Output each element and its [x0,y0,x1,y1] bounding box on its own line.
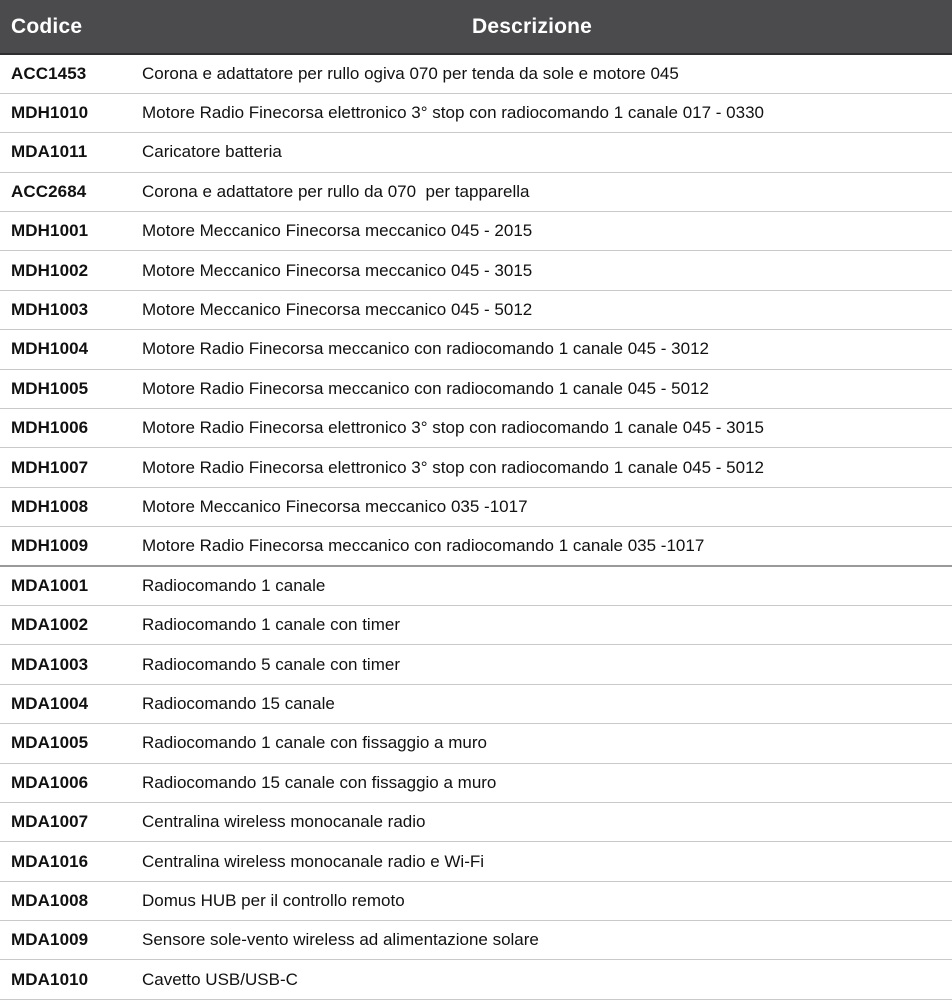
cell-code: MDA1008 [0,881,142,920]
cell-code: ACC1453 [0,54,142,93]
cell-description: Motore Radio Finecorsa elettronico 3° stop con radiocomando 1 canale 017 - 0330 [142,93,952,132]
column-header-codice[interactable]: Codice [0,0,142,54]
table-head [0,0,952,54]
table-row[interactable] [0,527,952,566]
table-row[interactable] [0,487,952,526]
cell-code: ACC2684 [0,172,142,211]
cell-code: MDA1003 [0,645,142,684]
cell-code: MDA1001 [0,566,142,605]
table-header-row [0,0,952,54]
table-row[interactable] [0,330,952,369]
cell-description: Cavetto USB/USB-C [142,960,952,999]
cell-code: MDH1006 [0,409,142,448]
table-row[interactable] [0,566,952,605]
cell-description: Centralina wireless monocanale radio e Wi-Fi [142,842,952,881]
cell-code: MDH1004 [0,330,142,369]
cell-description: Radiocomando 5 canale con timer [142,645,952,684]
cell-code: MDA1006 [0,763,142,802]
cell-description: Motore Radio Finecorsa meccanico con radiocomando 1 canale 035 -1017 [142,527,952,566]
table-row[interactable] [0,645,952,684]
cell-code: MDA1009 [0,921,142,960]
cell-description: Centralina wireless monocanale radio [142,802,952,841]
table-row[interactable] [0,802,952,841]
table-body [0,54,952,999]
cell-description: Sensore sole-vento wireless ad alimentazione solare [142,921,952,960]
cell-code: MDH1005 [0,369,142,408]
cell-code: MDH1009 [0,527,142,566]
cell-code: MDH1003 [0,290,142,329]
cell-code: MDA1002 [0,605,142,644]
cell-description: Motore Radio Finecorsa meccanico con radiocomando 1 canale 045 - 5012 [142,369,952,408]
table-row[interactable] [0,921,952,960]
table-row[interactable] [0,684,952,723]
cell-description: Caricatore batteria [142,133,952,172]
cell-code: MDA1005 [0,724,142,763]
cell-description: Radiocomando 1 canale con fissaggio a muro [142,724,952,763]
cell-code: MDA1010 [0,960,142,999]
cell-description: Motore Radio Finecorsa meccanico con radiocomando 1 canale 045 - 3012 [142,330,952,369]
cell-code: MDA1016 [0,842,142,881]
cell-description: Corona e adattatore per rullo ogiva 070 per tenda da sole e motore 045 [142,54,952,93]
cell-description: Domus HUB per il controllo remoto [142,881,952,920]
cell-code: MDH1008 [0,487,142,526]
cell-code: MDA1007 [0,802,142,841]
table-row[interactable] [0,133,952,172]
cell-description: Motore Radio Finecorsa elettronico 3° stop con radiocomando 1 canale 045 - 3015 [142,409,952,448]
table-row[interactable] [0,448,952,487]
table-row[interactable] [0,960,952,999]
cell-description: Motore Radio Finecorsa elettronico 3° stop con radiocomando 1 canale 045 - 5012 [142,448,952,487]
cell-description: Motore Meccanico Finecorsa meccanico 045 - 3015 [142,251,952,290]
cell-code: MDH1002 [0,251,142,290]
cell-description: Motore Meccanico Finecorsa meccanico 045 - 2015 [142,212,952,251]
cell-code: MDH1007 [0,448,142,487]
table-row[interactable] [0,212,952,251]
cell-description: Corona e adattatore per rullo da 070 per tapparella [142,172,952,211]
table-row[interactable] [0,369,952,408]
cell-code: MDH1001 [0,212,142,251]
column-header-descrizione[interactable]: Descrizione [142,0,952,54]
table-row[interactable] [0,881,952,920]
cell-code: MDA1011 [0,133,142,172]
table-row[interactable] [0,54,952,93]
table-row[interactable] [0,290,952,329]
table-row[interactable] [0,93,952,132]
table-row[interactable] [0,409,952,448]
cell-description: Motore Meccanico Finecorsa meccanico 035 -1017 [142,487,952,526]
cell-description: Radiocomando 15 canale con fissaggio a muro [142,763,952,802]
cell-description: Radiocomando 15 canale [142,684,952,723]
cell-description: Radiocomando 1 canale [142,566,952,605]
table-row[interactable] [0,605,952,644]
cell-code: MDH1010 [0,93,142,132]
cell-code: MDA1004 [0,684,142,723]
table-row[interactable] [0,724,952,763]
table-row[interactable] [0,763,952,802]
cell-description: Motore Meccanico Finecorsa meccanico 045 - 5012 [142,290,952,329]
table-row[interactable] [0,172,952,211]
table-row[interactable] [0,842,952,881]
table-row[interactable] [0,251,952,290]
cell-description: Radiocomando 1 canale con timer [142,605,952,644]
